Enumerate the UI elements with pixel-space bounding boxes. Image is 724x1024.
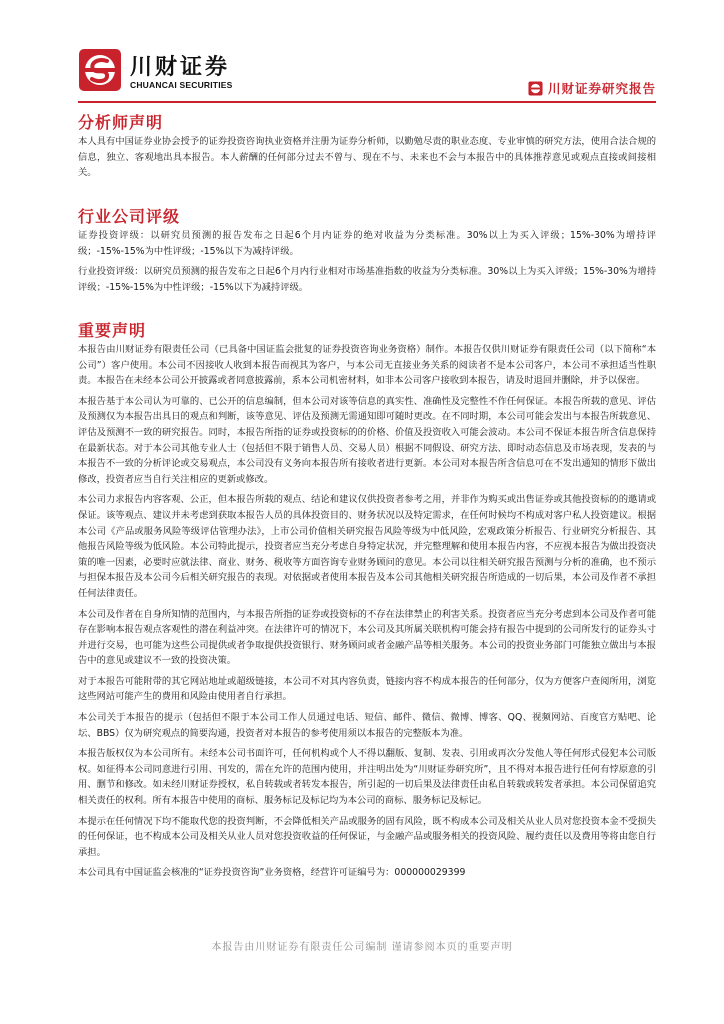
report-badge-icon [528, 81, 543, 96]
notice-paragraph: 本提示在任何情况下均不能取代您的投资判断，不会降低相关产品或服务的固有风险，既不构成本公司及相关从业人员对您投资本金不受损失的任何保证，也不构成本公司及相关从业人员对您投资收益的任何保证，与金融产品或服务相关的投资风险、履约责任以及费用等将由您自行承担。 [78, 815, 656, 858]
chuancai-logo-icon [78, 48, 122, 92]
notice-paragraph: 本公司关于本报告的提示（包括但不限于本公司工作人员通过电话、短信、邮件、微信、微博、博客、QQ、视频网站、百度官方贴吧、论坛、BBS）仅为研究观点的简要沟通，投资者对本报告的参考使用须以本报告的完整版本为准。 [78, 712, 656, 739]
rating-section [78, 206, 656, 295]
analyst-statement-title: 分析师声明 [78, 113, 164, 132]
analyst-statement-body: 本人具有中国证券业协会授予的证券投资咨询执业资格并注册为证券分析师，以勤勉尽责的职业态度、专业审慎的研究方法，使用合法合规的信息，独立、客观地出具本报告。本人薪酬的任何部分过去不曾与、现在不与、未来也不会与本报告中的具体推荐意见或观点直接或间接相关。 [78, 136, 656, 179]
important-notice-title: 重要声明 [78, 321, 147, 340]
notice-paragraph: 本报告版权仅为本公司所有。未经本公司书面许可，任何机构或个人不得以翻版、复制、发表、引用或再次分发他人等任何形式侵犯本公司版权。如征得本公司同意进行引用、刊发的，需在允许的范围内使用，并注明出处为“川财证券研究所”，且不得对本报告进行任何有悖原意的引用、删节和修改。如未经川财证券授权，私自转载或者转发本报告，所引起的一切后果及法律责任由私自转载或转发者承担。本公司保留追究相关责任的权利。所有本报告中使用的商标、服务标记及标记均为本公司的商标、服务标记及标记。 [78, 748, 656, 807]
license-number-text: 本公司具有中国证监会核准的“证券投资咨询”业务资格，经营许可证编号为：000000029399 [78, 867, 466, 879]
notice-paragraph: 本报告基于本公司认为可靠的、已公开的信息编制，但本公司对该等信息的真实性、准确性及完整性不作任何保证。本报告所载的意见、评估及预测仅为本报告出具日的观点和判断，该等意见、评估及预测无需通知即可随时更改。在不同时期，本公司可能会发出与本报告所载意见、评估及预测不一致的研究报告。同时，本报告所指的证券或投资标的的价格、价值及投资收入可能会波动。本公司不保证本报告所含信息保持在最新状态。对于本公司其他专业人士（包括但不限于销售人员、交易人员）根据不同假设、研究方法、即时动态信息及市场表现，发表的与本报告不一致的分析评论或交易观点，本公司没有义务向本报告所有接收者进行更新。本公司对本报告所含信息可在不发出通知的情形下做出修改，投资者应当自行关注相应的更新或修改。 [78, 395, 656, 485]
analyst-statement-section [78, 112, 656, 181]
report-title: 川财证券研究报告 [547, 81, 656, 96]
notice-paragraph: 本报告由川财证券有限责任公司（已具备中国证监会批复的证券投资咨询业务资格）制作。本报告仅供川财证券有限责任公司（以下简称“本公司”）客户使用。本公司不因接收人收到本报告而视其为客户，与本公司无直接业务关系的阅读者不是本公司客户，本公司不承担适当性职责。本报告在未经本公司公开披露或者同意披露前，系本公司机密材料，如非本公司客户接收到本报告，请及时退回并删除，并予以保密。 [78, 344, 656, 387]
important-notice-section [78, 320, 656, 881]
rating-title: 行业公司评级 [78, 207, 181, 226]
page-header [78, 48, 656, 104]
notice-paragraph: 本公司力求报告内容客观、公正，但本报告所载的观点、结论和建议仅供投资者参考之用，并非作为购买或出售证券或其他投资标的的邀请或保证。该等观点、建议并未考虑到获取本报告人员的具体投资目的、财务状况以及特定需求，在任何时候均不构成对客户私人投资建议。根据本公司《产品或服务风险等级评估管理办法》，上市公司价值相关研究报告风险等级为中低风险，宏观政策分析报告、行业研究分析报告、其他报告风险等级为低风险。本公司特此提示，投资者应当充分考虑自身特定状况，并完整理解和使用本报告内容，不应视本报告为做出投资决策的唯一因素，必要时应就法律、商业、财务、税收等方面咨询专业财务顾问的意见。本公司以往相关研究报告预测与分析的准确，也不预示与担保本报告及本公司今后相关研究报告的表现。对依据或者使用本报告及本公司其他相关研究报告所造成的一切后果，本公司及作者不承担任何法律责任。 [78, 494, 656, 599]
notice-paragraph: 本公司及作者在自身所知情的范围内，与本报告所指的证券或投资标的不存在法律禁止的利害关系。投资者应当充分考虑到本公司及作者可能存在影响本报告观点客观性的潜在利益冲突。在法律许可的情况下，本公司及其所属关联机构可能会持有报告中提到的公司所发行的证券头寸并进行交易，也可能为这些公司提供或者争取提供投资银行、财务顾问或者金融产品等相关服务。本公司的投资业务部门可能独立做出与本报告中的意见或建议不一致的投资决策。 [78, 608, 656, 667]
industry-rating-text: 行业投资评级：以研究员预测的报告发布之日起6个月内行业相对市场基准指数的收益为分类标准。30%以上为买入评级；15%-30%为增持评级；-15%-15%为中性评级；-15%以下为减持评级。 [78, 266, 656, 293]
report-type-label [528, 78, 656, 98]
header-divider [78, 101, 656, 103]
brand-name-en: CHUANCAI SECURITIES [130, 80, 233, 90]
notice-paragraph: 对于本报告可能附带的其它网站地址或超级链接，本公司不对其内容负责，链接内容不构成本报告的任何部分，仅为方便客户查阅所用，浏览这些网站可能产生的费用和风险由使用者自行承担。 [78, 675, 656, 703]
stock-rating-text: 证券投资评级：以研究员预测的报告发布之日起6个月内证券的绝对收益为分类标准。30%以上为买入评级；15%-30%为增持评级；-15%-15%为中性评级；-15%以下为减持评级。 [78, 230, 656, 257]
page-footer: 本报告由川财证券有限责任公司编制 谨请参阅本页的重要声明 [211, 942, 513, 953]
brand-name-cn: 川财证券 [130, 55, 231, 80]
